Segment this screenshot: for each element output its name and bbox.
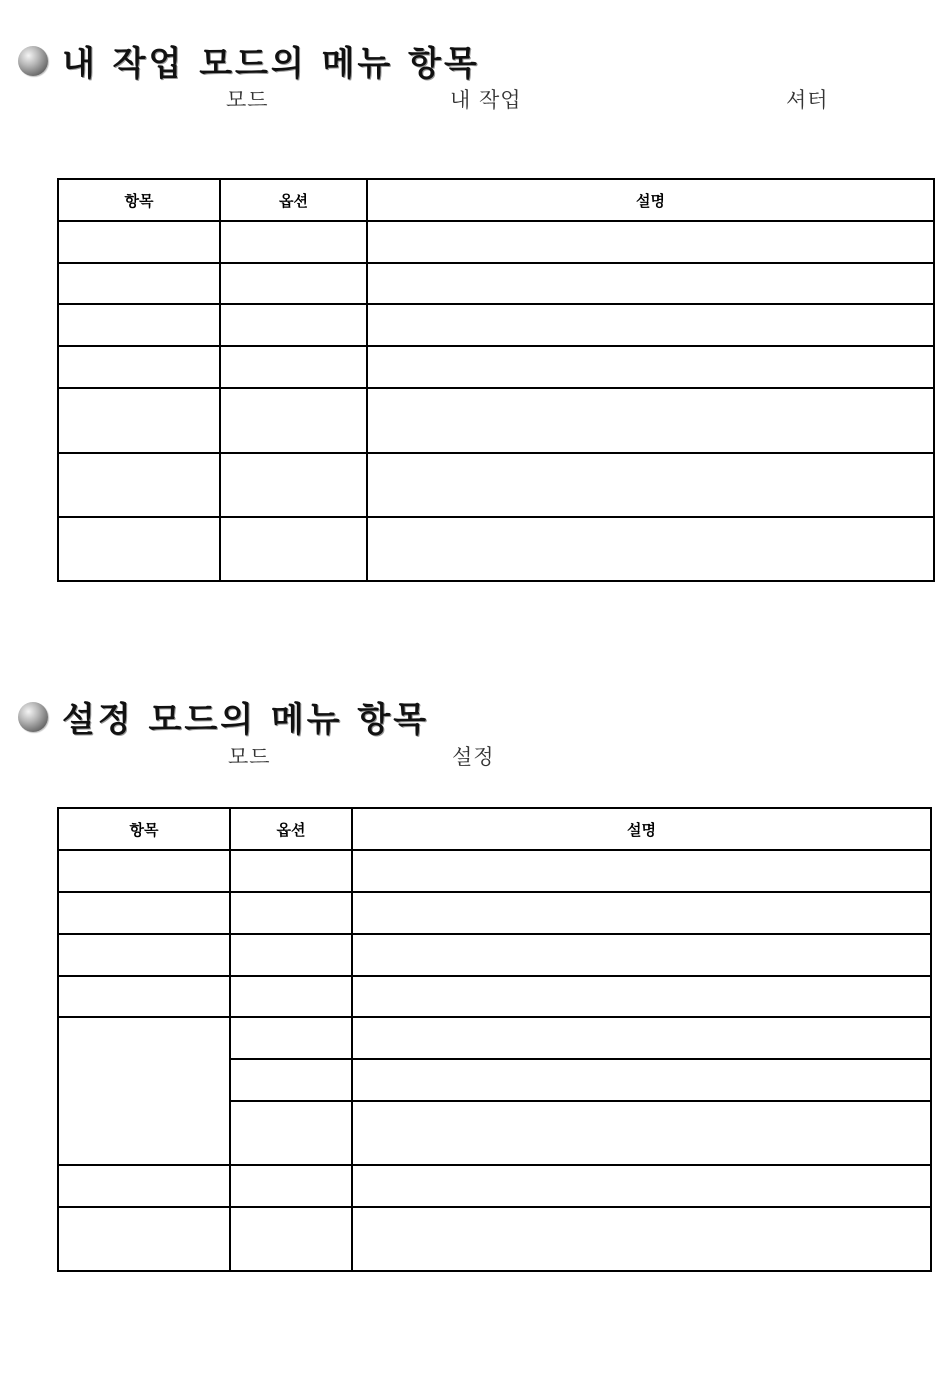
cell-option bbox=[220, 221, 367, 263]
section1-title: 내 작업 모드의 메뉴 항목 bbox=[62, 44, 480, 84]
cell-item bbox=[58, 221, 220, 263]
cell-option bbox=[230, 1101, 352, 1165]
section2-title: 설정 모드의 메뉴 항목 bbox=[62, 700, 430, 740]
table-row bbox=[58, 892, 931, 934]
cell-description bbox=[352, 1101, 931, 1165]
section2-menu-table bbox=[57, 807, 932, 1272]
bullet-icon bbox=[18, 702, 48, 732]
cell-option bbox=[230, 934, 352, 976]
cell-item bbox=[58, 388, 220, 453]
table-header-row bbox=[58, 808, 931, 850]
cell-option bbox=[220, 346, 367, 388]
section1-heading bbox=[18, 36, 480, 85]
table-row bbox=[58, 1207, 931, 1271]
cell-description bbox=[352, 934, 931, 976]
section1-path-shutter: 셔터 bbox=[786, 88, 829, 112]
cell-option bbox=[220, 263, 367, 304]
cell-description bbox=[352, 1017, 931, 1059]
cell-description bbox=[352, 1207, 931, 1271]
table-row bbox=[58, 453, 934, 517]
cell-item bbox=[58, 1207, 230, 1271]
cell-option bbox=[230, 976, 352, 1017]
section2-path-settings: 설정 bbox=[452, 745, 495, 769]
cell-item bbox=[58, 892, 230, 934]
cell-item bbox=[58, 346, 220, 388]
cell-option bbox=[220, 304, 367, 346]
section2-path-mode: 모드 bbox=[228, 745, 271, 769]
cell-description bbox=[367, 221, 934, 263]
table-row bbox=[58, 976, 931, 1017]
cell-option bbox=[230, 1165, 352, 1207]
table-row bbox=[58, 304, 934, 346]
cell-description bbox=[352, 976, 931, 1017]
section1-menu-table bbox=[57, 178, 935, 582]
table-header-row bbox=[58, 179, 934, 221]
cell-item bbox=[58, 304, 220, 346]
header-item: 항목 bbox=[58, 808, 230, 850]
bullet-icon bbox=[18, 46, 48, 76]
cell-option bbox=[230, 850, 352, 892]
cell-item bbox=[58, 934, 230, 976]
cell-item bbox=[58, 263, 220, 304]
cell-description bbox=[367, 388, 934, 453]
cell-description bbox=[352, 1165, 931, 1207]
table-row bbox=[58, 517, 934, 581]
cell-description bbox=[352, 850, 931, 892]
cell-option bbox=[220, 453, 367, 517]
cell-item bbox=[58, 517, 220, 581]
cell-item bbox=[58, 976, 230, 1017]
cell-option bbox=[230, 1207, 352, 1271]
table-row bbox=[58, 388, 934, 453]
table-row bbox=[58, 934, 931, 976]
cell-description bbox=[367, 453, 934, 517]
cell-item bbox=[58, 453, 220, 517]
header-description: 설명 bbox=[352, 808, 931, 850]
cell-option bbox=[230, 1059, 352, 1101]
table-row bbox=[58, 1017, 931, 1059]
table-row bbox=[58, 346, 934, 388]
header-option: 옵션 bbox=[220, 179, 367, 221]
header-option: 옵션 bbox=[230, 808, 352, 850]
table-row bbox=[58, 1165, 931, 1207]
header-item: 항목 bbox=[58, 179, 220, 221]
cell-description bbox=[352, 1059, 931, 1101]
cell-description bbox=[367, 346, 934, 388]
cell-item bbox=[58, 1165, 230, 1207]
cell-description bbox=[367, 517, 934, 581]
cell-description bbox=[367, 263, 934, 304]
table-row bbox=[58, 850, 931, 892]
cell-description bbox=[367, 304, 934, 346]
table-row bbox=[58, 263, 934, 304]
section1-path-mywork: 내 작업 bbox=[450, 88, 522, 112]
cell-item bbox=[58, 850, 230, 892]
cell-description bbox=[352, 892, 931, 934]
header-description: 설명 bbox=[367, 179, 934, 221]
cell-option bbox=[220, 388, 367, 453]
section1-path-mode: 모드 bbox=[226, 88, 269, 112]
table-row bbox=[58, 221, 934, 263]
section2-heading bbox=[18, 692, 429, 741]
cell-option bbox=[230, 892, 352, 934]
cell-option bbox=[230, 1017, 352, 1059]
cell-option bbox=[220, 517, 367, 581]
cell-item-merged bbox=[58, 1017, 230, 1165]
